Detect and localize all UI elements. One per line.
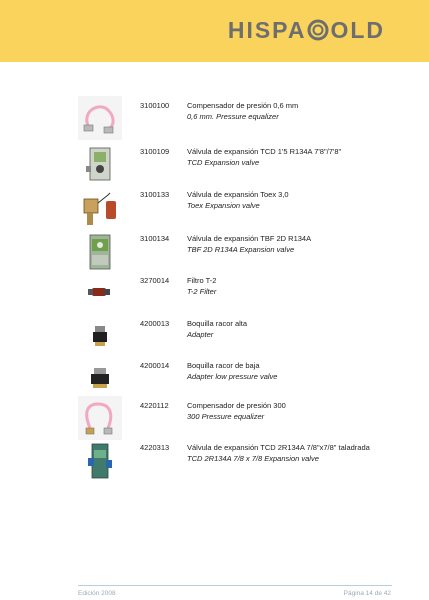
product-row — [78, 438, 408, 488]
tcd-valve-icon — [78, 438, 122, 482]
product-desc-en: Toex Expansion valve — [187, 201, 260, 210]
tbf-valve-icon — [78, 229, 122, 273]
footer-page-number: Página 14 de 42 — [343, 590, 391, 597]
product-row — [78, 185, 408, 235]
product-desc-en: TCD 2R134A 7/8 x 7/8 Expansion valve — [187, 454, 319, 463]
pressure-equalizer-hose-icon — [78, 396, 122, 440]
filter-icon — [78, 271, 122, 315]
product-desc-es: Filtro T-2 — [187, 276, 217, 285]
header-band — [0, 0, 429, 62]
product-desc-es: Boquilla racor de baja — [187, 361, 260, 370]
product-code: 3270014 — [140, 276, 170, 285]
product-code: 3100133 — [140, 190, 170, 199]
product-desc-en: T-2 Filter — [187, 287, 217, 296]
product-code: 4200013 — [140, 319, 170, 328]
logo-text-part1: HISPA — [227, 17, 307, 43]
toex-valve-icon — [78, 185, 122, 229]
product-desc-es: Válvula de expansión TCD 1'5 R134A 7'8"/7'8" — [187, 147, 342, 156]
product-desc-en: TBF 2D R134A Expansion valve — [187, 245, 295, 254]
product-desc-en: TCD Expansion valve — [187, 158, 260, 167]
product-desc-en: 0,6 mm. Pressure equalizer — [187, 112, 279, 121]
product-desc-en: Adapter low pressure valve — [187, 372, 278, 381]
product-desc-es: Boquilla racor alta — [187, 319, 248, 328]
footer-edition: Edición 2008 — [78, 590, 116, 597]
adapter-icon — [78, 314, 122, 358]
hispacold-logo — [228, 15, 385, 45]
footer-divider — [78, 585, 392, 586]
product-code: 3100109 — [140, 147, 170, 156]
product-code: 4220112 — [140, 401, 169, 410]
product-desc-en: Adapter — [187, 330, 214, 339]
logo-text-part2: OLD — [330, 17, 385, 43]
product-desc-es: Válvula de expansión TCD 2R134A 7/8"x7/8" taladrada — [187, 443, 370, 452]
product-desc-es: Compensador de presión 300 — [187, 401, 286, 410]
product-code: 3100100 — [140, 101, 170, 110]
logo-ring-icon — [307, 19, 329, 41]
product-code: 4220313 — [140, 443, 170, 452]
pressure-equalizer-hose-icon — [78, 96, 122, 140]
adapter-low-icon — [78, 356, 122, 400]
product-desc-es: Válvula de expansión TBF 2D R134A — [187, 234, 312, 243]
product-row — [78, 96, 408, 146]
product-code: 4200014 — [140, 361, 170, 370]
expansion-valve-icon — [78, 142, 122, 186]
product-desc-en: 300 Pressure equalizer — [187, 412, 265, 421]
product-desc-es: Compensador de presión 0,6 mm — [187, 101, 299, 110]
product-desc-es: Válvula de expansión Toex 3,0 — [187, 190, 289, 199]
product-code: 3100134 — [140, 234, 170, 243]
